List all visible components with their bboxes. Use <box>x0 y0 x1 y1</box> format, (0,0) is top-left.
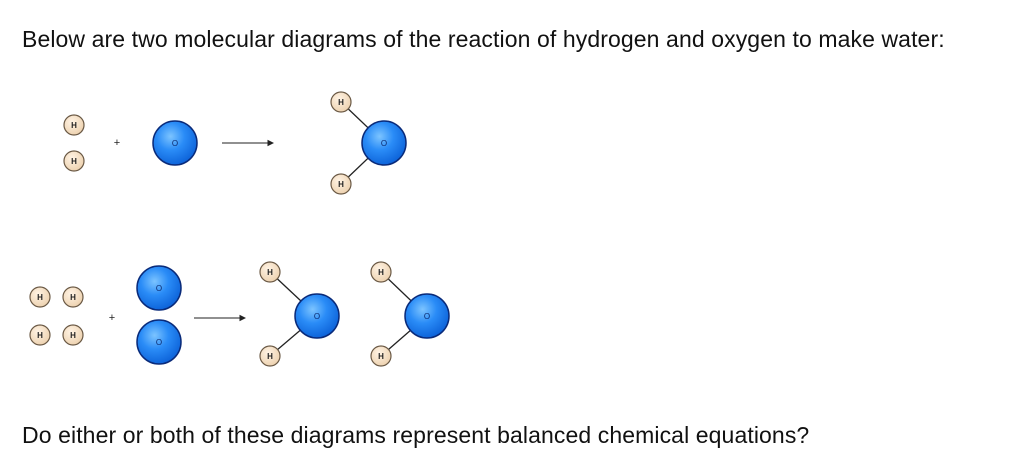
hydrogen-atom <box>30 325 50 345</box>
water-hydrogen-atom <box>371 346 391 366</box>
oxygen-atom <box>137 266 181 310</box>
hydrogen-label: H <box>338 180 344 189</box>
oxygen-label: O <box>313 312 321 321</box>
hydrogen-label: H <box>267 268 273 277</box>
hydrogen-label: H <box>378 352 384 361</box>
water-oxygen-atom <box>362 121 406 165</box>
water-hydrogen-atom <box>371 262 391 282</box>
hydrogen-molecule <box>63 287 83 345</box>
plus-sign: + <box>108 312 116 324</box>
hydrogen-label: H <box>378 268 384 277</box>
hydrogen-molecule <box>64 115 84 171</box>
hydrogen-label: H <box>71 157 77 166</box>
oxygen-label: O <box>171 139 179 148</box>
hydrogen-label: H <box>71 121 77 130</box>
water-hydrogen-atom <box>260 262 280 282</box>
water-hydrogen-atom <box>331 174 351 194</box>
water-hydrogen-atom <box>331 92 351 112</box>
oxygen-label: O <box>380 139 388 148</box>
oxygen-label: O <box>155 338 163 347</box>
oxygen-label: O <box>155 284 163 293</box>
hydrogen-molecule <box>30 287 50 345</box>
water-oxygen-atom <box>405 294 449 338</box>
hydrogen-label: H <box>267 352 273 361</box>
hydrogen-label: H <box>37 293 43 302</box>
water-hydrogen-atom <box>260 346 280 366</box>
hydrogen-atom <box>64 115 84 135</box>
plus-sign: + <box>113 137 121 149</box>
hydrogen-atom <box>30 287 50 307</box>
water-molecule <box>331 92 406 194</box>
hydrogen-atom <box>64 151 84 171</box>
hydrogen-label: H <box>70 293 76 302</box>
hydrogen-atom <box>63 325 83 345</box>
hydrogen-label: H <box>70 331 76 340</box>
water-molecule <box>260 262 339 366</box>
hydrogen-atom <box>63 287 83 307</box>
water-molecule <box>371 262 449 366</box>
hydrogen-label: H <box>338 98 344 107</box>
water-oxygen-atom <box>295 294 339 338</box>
oxygen-atom <box>137 320 181 364</box>
oxygen-atom <box>153 121 197 165</box>
oxygen-label: O <box>423 312 431 321</box>
diagram-1-reaction <box>64 92 406 194</box>
question-intro-text: Below are two molecular diagrams of the reaction of hydrogen and oxygen to make water: <box>22 26 945 52</box>
hydrogen-label: H <box>37 331 43 340</box>
diagram-2-reaction <box>30 262 449 366</box>
question-text: Do either or both of these diagrams represent balanced chemical equations? <box>22 422 810 448</box>
